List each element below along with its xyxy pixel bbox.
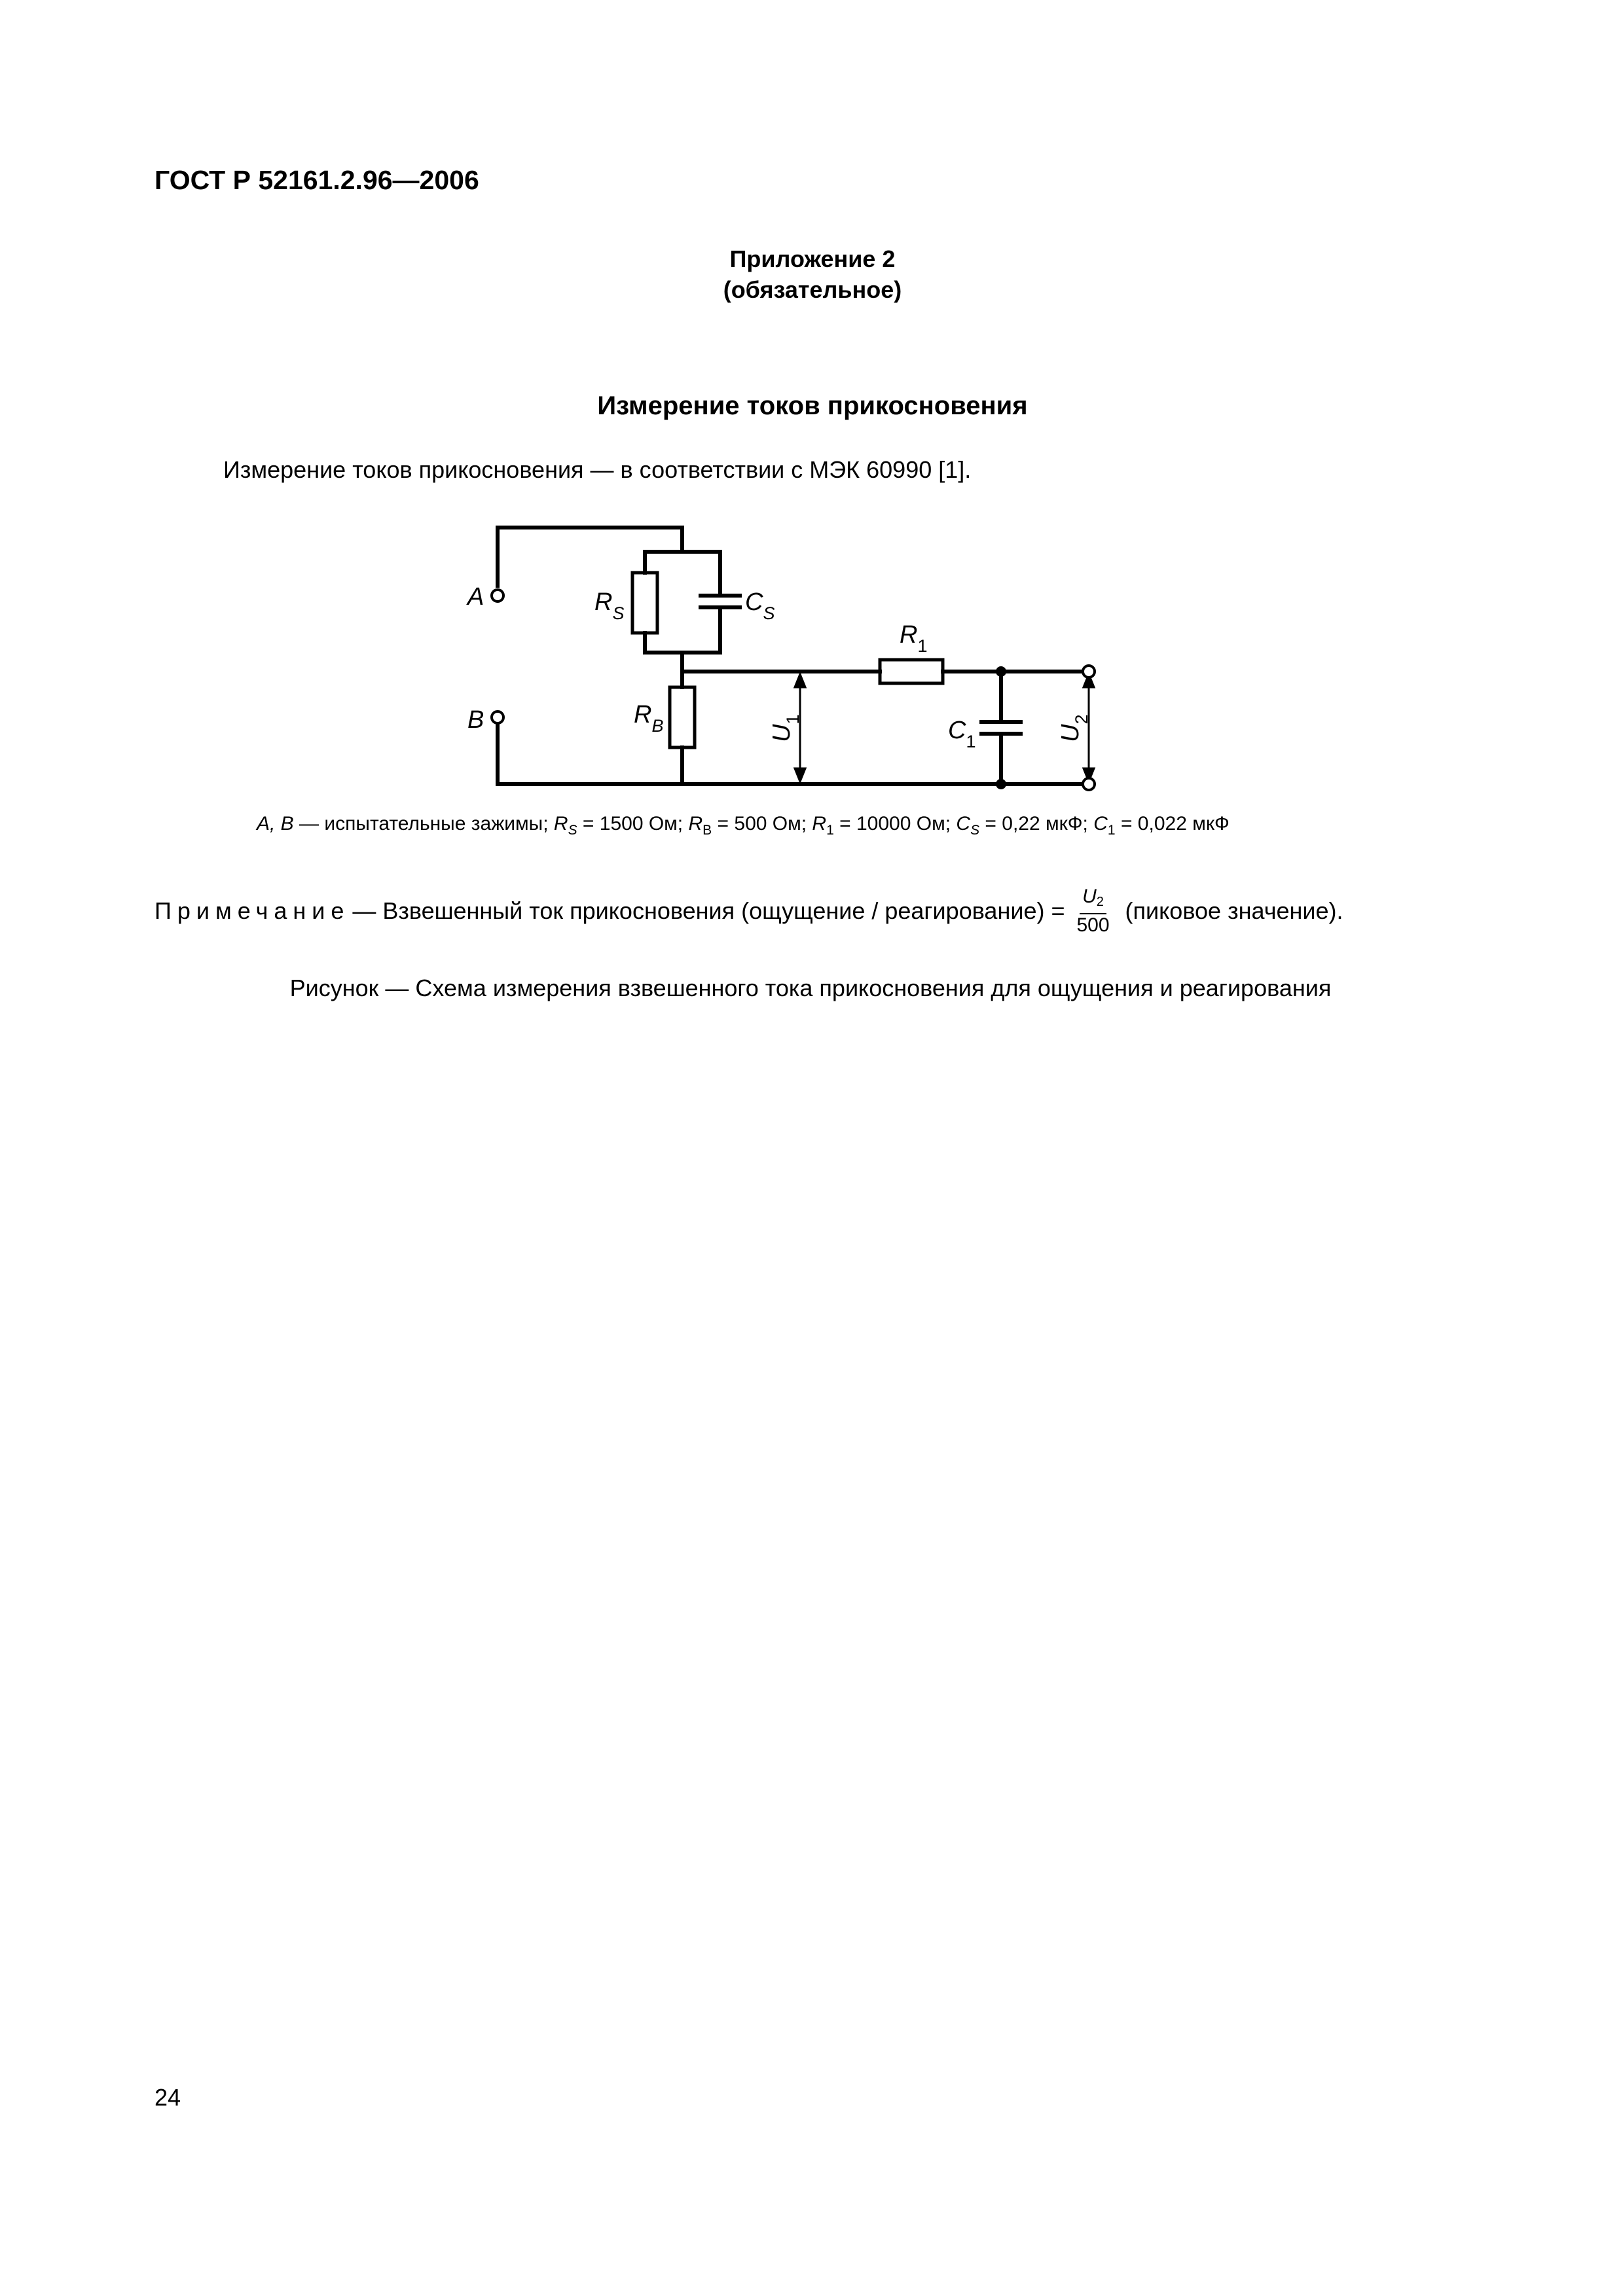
legend-r1-value: = 10000 Ом; <box>839 813 951 834</box>
legend-r1-sub: 1 <box>826 823 834 838</box>
label-rs: $R_S$ <box>594 588 625 623</box>
legend-c1-name: C <box>1093 813 1108 834</box>
label-cs: $C_S$ <box>745 588 775 623</box>
label-u2: $U_2$ <box>1057 714 1091 742</box>
intro-paragraph: Измерение токов прикосновения — в соответствии с МЭК 60990 [1]. <box>223 456 972 483</box>
legend-rs-name: R <box>553 813 568 834</box>
junction-dot-bottom <box>996 779 1006 789</box>
label-r1: $R_1$ <box>900 621 928 656</box>
junction-dot-top <box>996 666 1006 677</box>
legend-c1-sub: 1 <box>1107 823 1116 838</box>
circuit-diagram <box>432 511 1152 798</box>
note-suffix: (пиковое значение). <box>1125 897 1343 924</box>
label-u1: $U_1$ <box>768 714 803 742</box>
terminal-out-top <box>1083 666 1095 677</box>
legend-rs-value: = 1500 Ом; <box>582 813 684 834</box>
legend-terminals: A, B <box>257 813 294 834</box>
section-title: Измерение токов прикосновения <box>597 391 1028 420</box>
terminal-out-bottom <box>1083 778 1095 790</box>
legend-rb-value: = 500 Ом; <box>717 813 807 834</box>
legend-cs-value: = 0,22 мкФ; <box>985 813 1088 834</box>
legend-terminals-desc: — испытательные зажимы; <box>299 813 549 834</box>
legend-rb-name: R <box>688 813 703 834</box>
note-text: — Взвешенный ток прикосновения (ощущение / реагирование) = <box>352 897 1065 924</box>
terminal-a <box>492 590 503 601</box>
appendix-title: Приложение 2 <box>729 245 896 272</box>
note-paragraph <box>155 886 1343 937</box>
appendix-status: (обязательное) <box>723 276 902 303</box>
page-number: 24 <box>155 2084 181 2111</box>
terminal-b <box>492 711 503 723</box>
note-label: Примечание <box>155 897 350 924</box>
rb-resistor <box>670 687 695 747</box>
legend-cs-sub: S <box>970 823 980 838</box>
fraction-numerator: $U_2$ <box>1080 886 1106 914</box>
legend-rs-sub: S <box>568 823 577 838</box>
label-terminal-a: A <box>467 583 484 611</box>
rs-resistor <box>632 573 657 633</box>
u1-arrow-head-top <box>795 674 805 687</box>
legend-rb-sub: В <box>702 823 712 838</box>
figure-caption: Рисунок — Схема измерения взвешенного тока прикосновения для ощущения и реагирования <box>289 975 1332 1001</box>
fraction-denominator: 500 <box>1076 914 1110 936</box>
label-c1: $C_1$ <box>948 717 976 751</box>
note-fraction <box>1076 886 1109 937</box>
r1-resistor <box>880 660 943 683</box>
document-code: ГОСТ Р 52161.2.96—2006 <box>155 165 479 195</box>
legend-cs-name: C <box>956 813 971 834</box>
figure-legend <box>257 813 1230 838</box>
label-terminal-b: B <box>467 706 484 734</box>
u1-arrow-head-bottom <box>795 768 805 781</box>
label-rb: $R_B$ <box>634 701 664 736</box>
legend-r1-name: R <box>812 813 827 834</box>
legend-c1-value: = 0,022 мкФ <box>1120 813 1230 834</box>
